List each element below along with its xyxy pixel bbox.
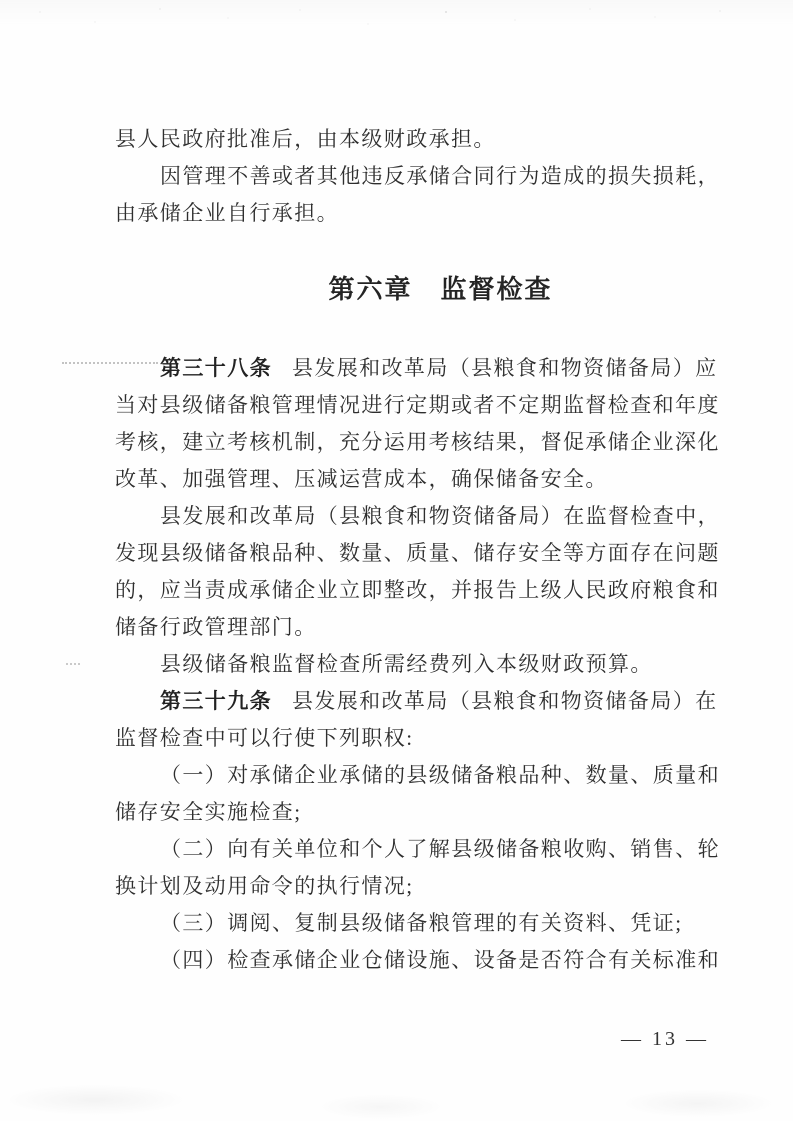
line-text: 改革、加强管理、压减运营成本，确保储备安全。 <box>115 467 608 491</box>
text-line <box>115 609 740 646</box>
text-line <box>115 498 740 535</box>
article-number: 第三十八条 <box>160 357 272 380</box>
line-text: （二）向有关单位和个人了解县级储备粮收购、销售、轮 <box>160 837 720 861</box>
line-text: 县人民政府批准后，由本级财政承担。 <box>115 127 496 151</box>
line-text: （一）对承储企业承储的县级储备粮品种、数量、质量和 <box>160 763 720 787</box>
paragraph-block-main <box>115 312 740 979</box>
line-text: 县发展和改革局（县粮食和物资储备局）在监督检查中， <box>160 504 720 528</box>
line-text: 考核，建立考核机制，充分运用考核结果，督促承储企业深化 <box>115 430 720 454</box>
text-line <box>115 794 740 831</box>
line-text: 储备行政管理部门。 <box>115 615 317 639</box>
text-line <box>115 535 740 572</box>
line-text: 县发展和改革局（县粮食和物资储备局）应 <box>291 356 718 380</box>
text-line <box>115 868 740 905</box>
text-line <box>115 905 740 942</box>
text-line <box>115 757 740 794</box>
text-line <box>115 646 740 683</box>
paragraph-block-top <box>115 0 740 232</box>
text-line <box>115 683 740 720</box>
text-line <box>115 158 740 195</box>
line-text: 发现县级储备粮品种、数量、质量、储存安全等方面存在问题 <box>115 541 720 565</box>
article-number: 第三十九条 <box>160 690 272 713</box>
text-line <box>115 461 740 498</box>
text-line <box>115 572 740 609</box>
line-text: 县发展和改革局（县粮食和物资储备局）在 <box>291 689 718 713</box>
line-text: 当对县级储备粮管理情况进行定期或者不定期监督检查和年度 <box>115 393 720 417</box>
line-text: 换计划及动用命令的执行情况; <box>115 874 414 898</box>
line-text: 储存安全实施检查; <box>115 800 302 824</box>
text-line <box>115 720 740 757</box>
text-line <box>115 387 740 424</box>
line-text: 监督检查中可以行使下列职权: <box>115 726 414 750</box>
text-line <box>115 195 740 232</box>
text-line <box>115 121 740 158</box>
text-line <box>115 942 740 979</box>
text-line <box>115 424 740 461</box>
scan-artifact-dash <box>66 663 80 665</box>
line-text: 因管理不善或者其他违反承储合同行为造成的损失损耗， <box>160 164 720 188</box>
scan-noise-bottom <box>0 1051 793 1121</box>
line-text: 由承储企业自行承担。 <box>115 201 339 225</box>
page-number: — 13 — <box>621 1028 709 1050</box>
text-line <box>115 350 740 387</box>
text-line <box>115 831 740 868</box>
line-text: 的，应当责成承储企业立即整改，并报告上级人民政府粮食和 <box>115 578 720 602</box>
line-text: 县级储备粮监督检查所需经费列入本级财政预算。 <box>160 652 653 676</box>
chapter-heading: 第六章 监督检查 <box>328 274 553 304</box>
line-text: （四）检查承储企业仓储设施、设备是否符合有关标准和 <box>160 948 720 972</box>
line-text: （三）调阅、复制县级储备粮管理的有关资料、凭证; <box>160 911 683 935</box>
